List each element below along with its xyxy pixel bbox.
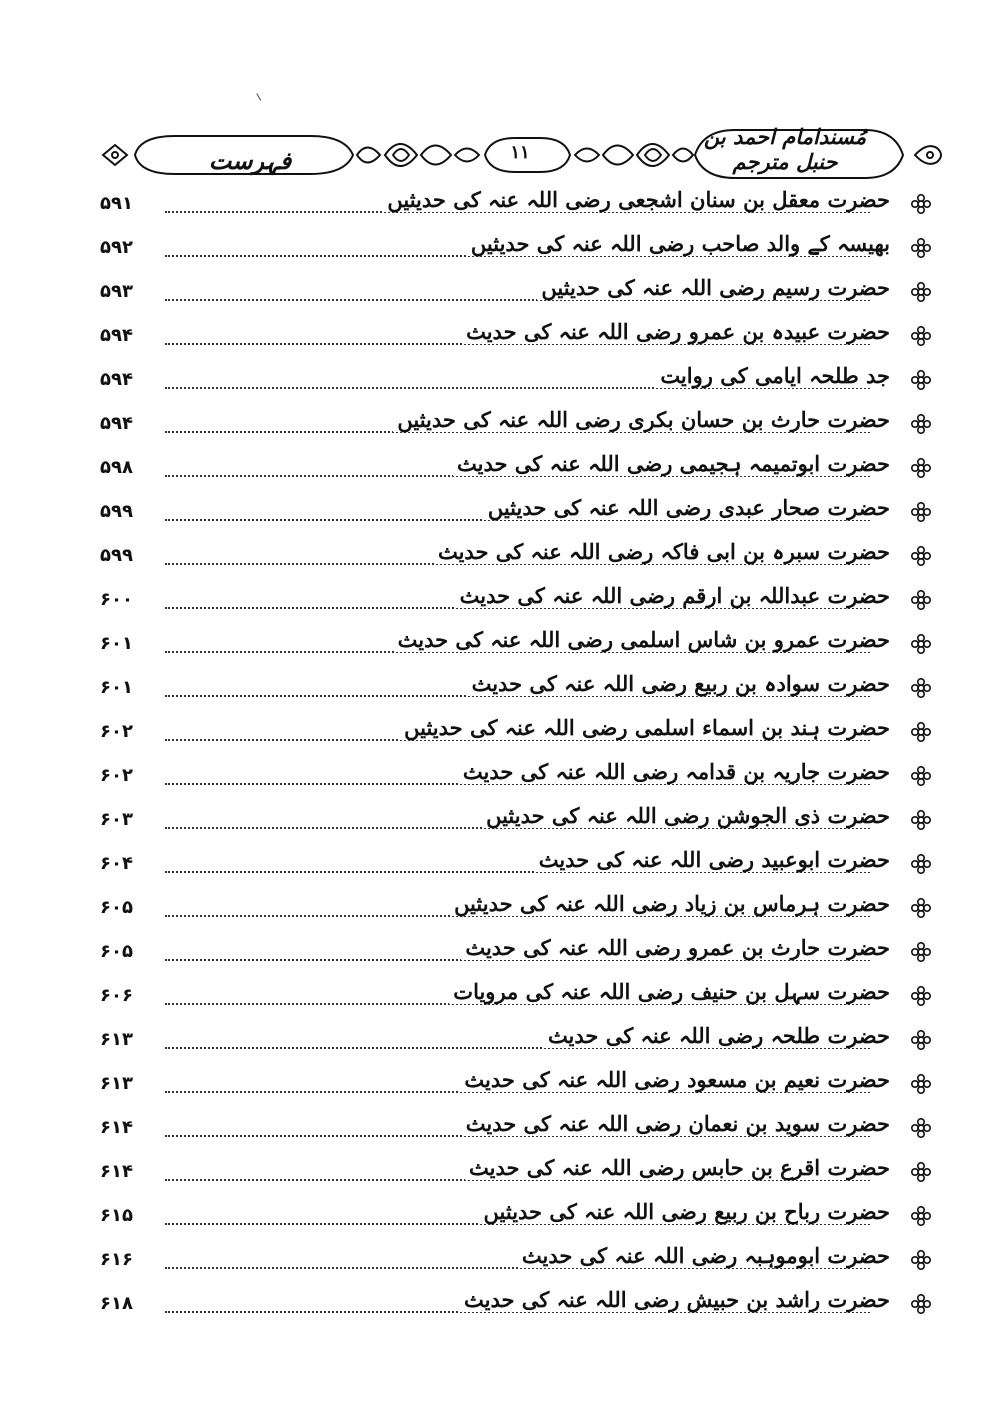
flower-bullet-icon	[910, 237, 932, 259]
toc-page-number: ۵۹۱	[100, 193, 133, 214]
toc-page-number: ۶۱۸	[100, 1293, 133, 1314]
toc-entry-text: حضرت رسیم رضی اللہ عنہ کی حدیثیں	[537, 275, 890, 300]
toc-page-number: ۵۹۲	[100, 237, 133, 258]
toc-row	[0, 359, 1000, 403]
toc-row	[0, 1063, 1000, 1107]
flower-bullet-icon	[910, 501, 932, 523]
toc-entry-text: حضرت ہرماس بن زیاد رضی اللہ عنہ کی حدیثیں	[450, 891, 890, 916]
toc-row	[0, 843, 1000, 887]
toc-row	[0, 227, 1000, 271]
toc-row	[0, 1107, 1000, 1151]
toc-page-number: ۶۰۱	[100, 677, 133, 698]
toc-entry-text: حضرت صحار عبدی رضی اللہ عنہ کی حدیثیں	[484, 495, 890, 520]
toc-row	[0, 711, 1000, 755]
toc-entry-text: حضرت نعیم بن مسعود رضی اللہ عنہ کی حدیث	[460, 1067, 890, 1092]
flower-bullet-icon	[910, 413, 932, 435]
toc-entry-text: حضرت ذی الجوشن رضی اللہ عنہ کی حدیثیں	[482, 803, 890, 828]
toc-page-number: ۶۰۵	[100, 897, 133, 918]
toc-entry-text: حضرت عبیدہ بن عمرو رضی اللہ عنہ کی حدیث	[462, 319, 890, 344]
flower-bullet-icon	[910, 325, 932, 347]
flower-bullet-icon	[910, 1029, 932, 1051]
toc-row	[0, 755, 1000, 799]
toc-row	[0, 271, 1000, 315]
flower-bullet-icon	[910, 633, 932, 655]
header-page-number: ۱۱	[510, 142, 530, 163]
toc-page-number: ۵۹۹	[100, 501, 133, 522]
flower-bullet-icon	[910, 721, 932, 743]
toc-row	[0, 315, 1000, 359]
toc-page-number: ۵۹۹	[100, 545, 133, 566]
flower-bullet-icon	[910, 897, 932, 919]
toc-row	[0, 535, 1000, 579]
flower-bullet-icon	[910, 809, 932, 831]
toc-row	[0, 579, 1000, 623]
flower-bullet-icon	[910, 1073, 932, 1095]
toc-row	[0, 931, 1000, 975]
toc-entry-text: حضرت ابوتمیمہ ہجیمی رضی اللہ عنہ کی حدیث	[453, 451, 890, 476]
toc-page-number: ۵۹۴	[100, 369, 133, 390]
toc-row	[0, 491, 1000, 535]
toc-entry-text: حضرت معقل بن سنان اشجعی رضی اللہ عنہ کی حدیثیں	[383, 187, 890, 212]
book-title: مُسندامام احمد بن حنبل مترجم	[703, 124, 867, 174]
toc-row	[0, 403, 1000, 447]
toc-page-number: ۵۹۸	[100, 457, 133, 478]
flower-bullet-icon	[910, 193, 932, 215]
toc-row	[0, 1019, 1000, 1063]
toc-row	[0, 1283, 1000, 1327]
toc-row	[0, 799, 1000, 843]
toc-entry-text: حضرت عمرو بن شاس اسلمی رضی اللہ عنہ کی حدیث	[394, 627, 890, 652]
flower-bullet-icon	[910, 1161, 932, 1183]
toc-entry-text: حضرت سہل بن حنیف رضی اللہ عنہ کی مرویات	[449, 979, 890, 1004]
toc-row	[0, 183, 1000, 227]
toc-entry-text: حضرت عبداللہ بن ارقم رضی اللہ عنہ کی حدیث	[456, 583, 890, 608]
flower-bullet-icon	[910, 765, 932, 787]
flower-bullet-icon	[910, 1293, 932, 1315]
toc-page-number: ۵۹۴	[100, 325, 133, 346]
toc-entry-text: جد طلحہ ایامی کی روایت	[656, 363, 890, 388]
toc-row	[0, 1151, 1000, 1195]
toc-entry-text: حضرت ابوموہبہ رضی اللہ عنہ کی حدیث	[518, 1243, 890, 1268]
section-title: فہرست	[208, 146, 292, 175]
toc-page-number: ۶۱۳	[100, 1073, 133, 1094]
toc-row	[0, 447, 1000, 491]
toc-entry-text: بھیسہ کے والد صاحب رضی اللہ عنہ کی حدیثیں	[467, 231, 890, 256]
toc-entry-text: حضرت رباح بن ربیع رضی اللہ عنہ کی حدیثیں	[480, 1199, 890, 1224]
toc-page-number: ۵۹۳	[100, 281, 133, 302]
toc-entry-text: حضرت طلحہ رضی اللہ عنہ کی حدیث	[544, 1023, 890, 1048]
flower-bullet-icon	[910, 545, 932, 567]
flower-bullet-icon	[910, 1249, 932, 1271]
toc-row	[0, 1239, 1000, 1283]
toc-page-number: ۶۰۱	[100, 633, 133, 654]
toc-page-number: ۶۰۵	[100, 941, 133, 962]
toc-row	[0, 887, 1000, 931]
toc-row	[0, 975, 1000, 1019]
flower-bullet-icon	[910, 985, 932, 1007]
flower-bullet-icon	[910, 677, 932, 699]
flower-bullet-icon	[910, 369, 932, 391]
toc-page-number: ۶۱۴	[100, 1117, 133, 1138]
toc-entry-text: حضرت سبرہ بن ابی فاکہ رضی اللہ عنہ کی حدیث	[434, 539, 890, 564]
toc-page-number: ۶۱۳	[100, 1029, 133, 1050]
toc-page-number: ۶۰۰	[100, 589, 133, 610]
toc-page-number: ۵۹۴	[100, 413, 133, 434]
stray-mark	[256, 91, 264, 100]
toc-entry-text: حضرت حارث بن حسان بکری رضی اللہ عنہ کی حدیثیں	[393, 407, 890, 432]
flower-bullet-icon	[910, 281, 932, 303]
toc-entry-text: حضرت ابوعبید رضی اللہ عنہ کی حدیث	[535, 847, 890, 872]
toc-row	[0, 1195, 1000, 1239]
flower-bullet-icon	[910, 1117, 932, 1139]
flower-bullet-icon	[910, 1205, 932, 1227]
flower-bullet-icon	[910, 589, 932, 611]
toc-entry-text: حضرت سوادہ بن ربیع رضی اللہ عنہ کی حدیث	[468, 671, 890, 696]
toc-page-number: ۶۱۵	[100, 1205, 133, 1226]
toc-row	[0, 667, 1000, 711]
flower-bullet-icon	[910, 941, 932, 963]
toc-page-number: ۶۱۶	[100, 1249, 133, 1270]
toc-entry-text: حضرت راشد بن حبیش رضی اللہ عنہ کی حدیث	[460, 1287, 890, 1312]
toc-entry-text: حضرت ہند بن اسماء اسلمی رضی اللہ عنہ کی حدیثیں	[400, 715, 890, 740]
toc-entry-text: حضرت اقرع بن حابس رضی اللہ عنہ کی حدیث	[465, 1155, 890, 1180]
toc-page-number: ۶۰۳	[100, 809, 133, 830]
flower-bullet-icon	[910, 853, 932, 875]
toc-entry-text: حضرت سوید بن نعمان رضی اللہ عنہ کی حدیث	[462, 1111, 890, 1136]
toc-page-number: ۶۰۲	[100, 721, 133, 742]
toc-entry-text: حضرت جاریہ بن قدامہ رضی اللہ عنہ کی حدیث	[459, 759, 890, 784]
toc-page-number: ۶۰۲	[100, 765, 133, 786]
toc-row	[0, 623, 1000, 667]
toc-page-number: ۶۱۴	[100, 1161, 133, 1182]
toc-entry-text: حضرت حارث بن عمرو رضی اللہ عنہ کی حدیث	[461, 935, 890, 960]
flower-bullet-icon	[910, 457, 932, 479]
toc-page-number: ۶۰۶	[100, 985, 133, 1006]
toc-page-number: ۶۰۴	[100, 853, 133, 874]
